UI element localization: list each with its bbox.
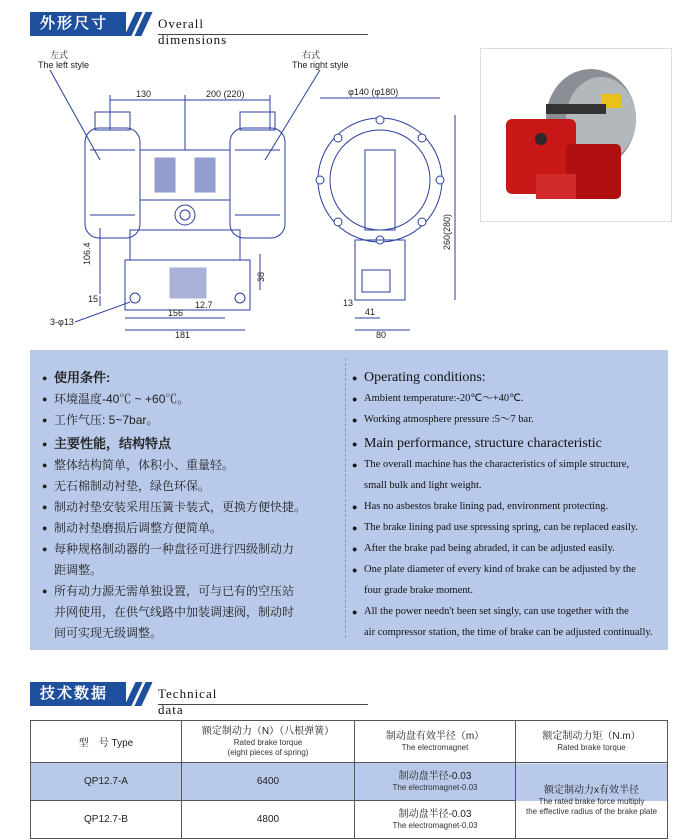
op-item-en: ● Working atmosphere pressure :5～7 bar. xyxy=(352,414,534,425)
dim-106: 106.4 xyxy=(82,242,92,265)
left-drum-cap xyxy=(95,112,130,130)
right-style-en: The right style xyxy=(292,60,349,70)
perf-item-en: ● Has no asbestos brake lining pad, environment protecting. xyxy=(352,501,609,512)
left-style-zh: 左式 xyxy=(50,50,69,60)
perf-cont-en: air compressor station, the time of brake can be adjusted continually. xyxy=(364,627,653,638)
perf-head-zh: ● 主要性能，结构特点 xyxy=(42,436,172,451)
op-head-en: ● Operating conditions: xyxy=(352,370,486,385)
op-head-zh: ● 使用条件: xyxy=(42,370,111,385)
section-title-en: Overall dimensions xyxy=(158,16,228,47)
op-item-zh: ● 环境温度-40℃ ~ +60℃。 xyxy=(42,392,190,406)
perf-item-en: ● One plate diameter of every kind of brake can be adjusted by the xyxy=(352,564,636,575)
perf-item-zh: ● 制动衬垫安装采用压簧卡装式，更换方便快捷。 xyxy=(42,500,307,514)
perf-item-en: ● All the power needn't been set singly, can use together with the xyxy=(352,606,629,617)
dim-phi: φ140 (φ180) xyxy=(348,87,399,97)
perf-item-en: ● The overall machine has the characteristics of simple structure, xyxy=(352,459,630,470)
header-underline xyxy=(158,34,368,35)
cell-radius: 制动盘半径-0.03 The electromagnet-0.03 xyxy=(355,763,516,801)
dim-38: 38 xyxy=(256,271,266,282)
perf-head-en: ● Main performance, structure characteristic xyxy=(352,436,602,451)
dim-260: 260(280) xyxy=(442,213,452,250)
info-zh xyxy=(42,364,337,644)
perf-cont-en: small bulk and light weight. xyxy=(364,480,482,491)
cell-torque: 额定制动力x有效半径 The rated brake force multiply the effective radius of the brake plate xyxy=(516,763,668,839)
dimension-drawing xyxy=(30,40,470,340)
table-row xyxy=(31,763,668,801)
info-en xyxy=(352,364,662,644)
left-style-en: The left style xyxy=(38,60,90,70)
lower-body xyxy=(130,230,240,260)
dim-130: 130 xyxy=(136,89,152,99)
left-drum xyxy=(85,128,140,238)
cell-radius: 制动盘半径-0.03 The electromagnet-0.03 xyxy=(355,801,516,839)
th-force: 额定制动力（N）（八根弹簧） Rated brake torque (eight pieces of spring) xyxy=(182,721,355,763)
dim-12: 12.7 xyxy=(195,300,213,310)
perf-cont-en: four grade brake moment. xyxy=(364,585,474,596)
dim-41: 41 xyxy=(365,307,376,317)
center-body xyxy=(140,150,230,200)
perf-item-zh: ● 无石棉制动衬垫，绿色环保。 xyxy=(42,479,211,493)
info-panel xyxy=(30,350,668,650)
perf-item-zh: ● 整体结构简单，体积小、重量轻。 xyxy=(42,458,235,472)
perf-item-zh: ● 所有动力源无需单独设置，可与已有的空压站 xyxy=(42,584,295,598)
dim-80: 80 xyxy=(376,330,387,340)
dim-181: 181 xyxy=(175,330,191,340)
perf-item-en: ● The brake lining pad use spressing spring, can be replaced easily. xyxy=(352,522,638,533)
table-header-row xyxy=(31,721,668,763)
perf-cont-zh: 间可实现无级调整。 xyxy=(54,626,163,640)
dim-200: 200 (220) xyxy=(206,89,245,99)
header-underline xyxy=(158,704,368,705)
right-drum xyxy=(230,128,285,238)
right-style-zh: 右式 xyxy=(302,50,321,60)
section-title-en: Technical data xyxy=(158,686,218,717)
panel-divider xyxy=(345,358,346,638)
perf-item-zh: ● 每种规格制动器的一种盘径可进行四级制动力 xyxy=(42,542,295,556)
op-item-zh: ● 工作气压: 5~7bar。 xyxy=(42,413,159,427)
section-title-zh: 技术数据 xyxy=(30,682,126,706)
cell-force: 4800 xyxy=(182,801,355,839)
th-torque: 额定制动力矩（N.m） Rated brake torque xyxy=(516,721,668,763)
product-photo xyxy=(480,48,672,222)
perf-item-zh: ● 制动衬垫磨损后调整方便简单。 xyxy=(42,521,223,535)
cell-type: QP12.7-A xyxy=(31,763,182,801)
perf-item-en: ● After the brake pad being abraded, it can be adjusted easily. xyxy=(352,543,615,554)
technical-data-table xyxy=(30,720,668,839)
perf-cont-zh: 距调整。 xyxy=(54,563,103,577)
op-item-en: ● Ambient temperature:-20℃～+40℃. xyxy=(352,393,524,404)
dim-156: 156 xyxy=(168,308,184,318)
th-type: 型 号 Type xyxy=(31,721,182,763)
th-radius: 制动盘有效半径（m） The electromagnet xyxy=(355,721,516,763)
dim-holes: 3-φ13 xyxy=(50,317,74,327)
section-title-zh: 外形尺寸 xyxy=(30,12,126,36)
cell-force: 6400 xyxy=(182,763,355,801)
cell-type: QP12.7-B xyxy=(31,801,182,839)
dim-15: 15 xyxy=(88,294,99,304)
perf-cont-zh: 并网使用，在供气线路中加装调速阀，制动时 xyxy=(54,605,295,619)
dim-13: 13 xyxy=(343,298,354,308)
